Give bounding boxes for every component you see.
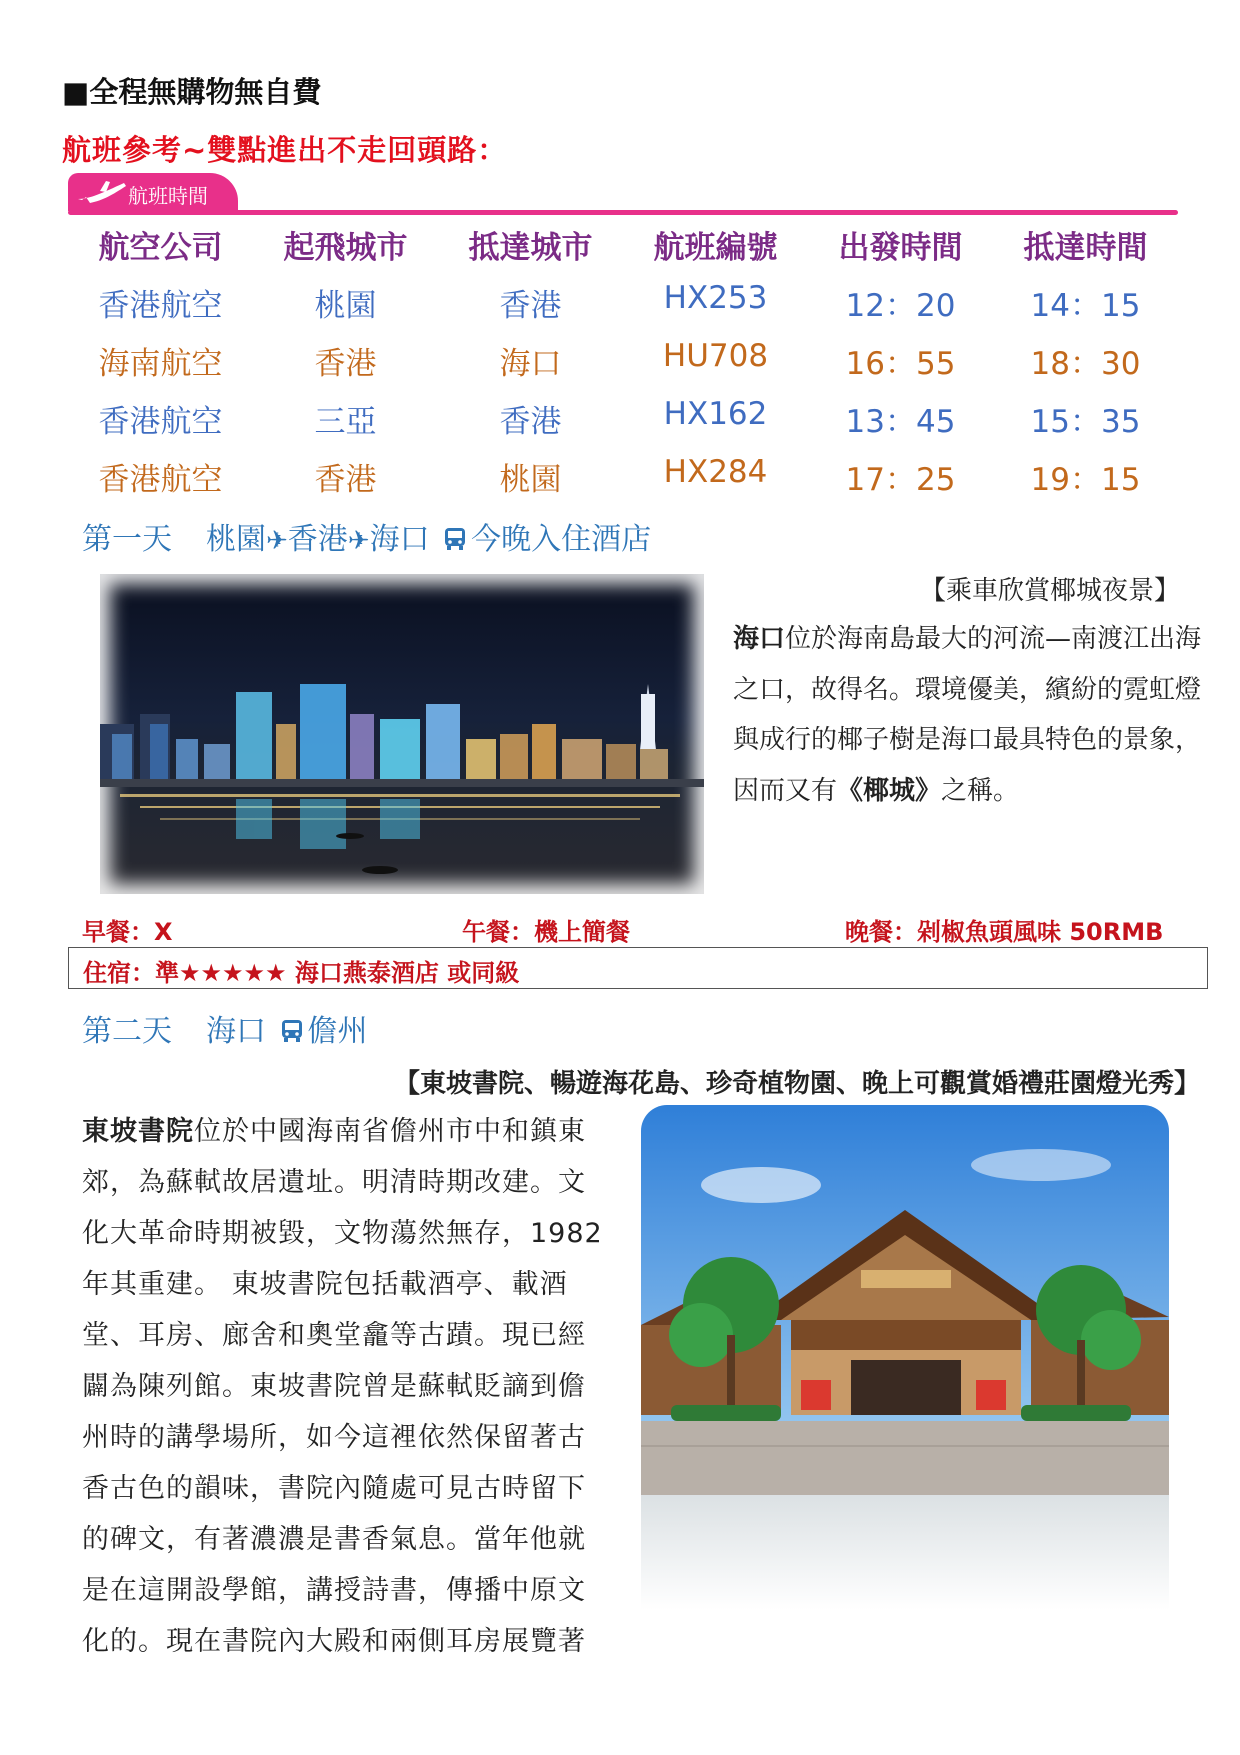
flight-from: 三亞 (314, 404, 377, 440)
dongpo-academy-description (82, 1106, 612, 1667)
day1-label: 第一天 (82, 522, 172, 557)
flight-row (68, 280, 1178, 330)
flight-depart: 16：55 (845, 346, 956, 382)
photo-reflection (641, 1495, 1169, 1610)
day1-route-stop: 香港 (287, 522, 348, 557)
haikou-night-skyline-photo (100, 574, 704, 894)
dongpo-desc-text: 位於中國海南省儋州市中和鎮東郊，為蘇軾故居遺址。明清時期改建。文化大革命時期被毀，文物蕩然無存，1982年其重建。 東坡書院包括載酒亭、載酒堂、耳房、廊舍和奧堂龕等古蹟。現已經闢為陳列館。東坡書院曾是蘇軾貶謫到儋州時的講學場所，如今這裡依然保留著古香古色的韻味，書院內隨處可見古時留下的碑文，有著濃濃是書香氣息。當年他就是在這開設學館，講授詩書，傳播中原文化的。現在書院內大殿和兩側耳房展覽著 (82, 1116, 603, 1657)
flight-airline: 海南航空 (98, 346, 223, 382)
flight-airline: 香港航空 (98, 404, 223, 440)
coconut-city-name: 《椰城》 (837, 775, 942, 806)
resort-gate-photo (641, 1105, 1169, 1495)
breakfast-label: 早餐：X (82, 918, 173, 946)
flight-reference-heading: 航班參考~雙點進出不走回頭路： (62, 133, 508, 167)
flight-arrive: 14：15 (1030, 288, 1141, 324)
header-arrive-time: 抵達時間 (1023, 230, 1148, 266)
banner-label: 航班時間 (128, 184, 208, 208)
day1-note: 【乘車欣賞椰城夜景】 (920, 576, 1181, 606)
flight-time-banner (68, 173, 1178, 219)
flight-row (68, 454, 1178, 504)
day2-attractions: 【東坡書院、暢遊海花島、珍奇植物園、晚上可觀賞婚禮莊園燈光秀】 (393, 1069, 1200, 1099)
flight-number: HX162 (663, 396, 768, 432)
flight-depart: 17：25 (845, 462, 956, 498)
flight-to: 海口 (499, 346, 562, 382)
no-shopping-note: ■全程無購物無自費 (62, 75, 322, 109)
flight-depart: 12：20 (845, 288, 956, 324)
haikou-desc-text: 位於海南島最大的河流—南渡江出海之口，故得名。環境優美，繽紛的霓虹燈與成行的椰子樹是海口最具特色的景象，因而又有 (733, 624, 1202, 806)
flight-from: 香港 (314, 462, 377, 498)
haikou-desc-end: 之稱。 (941, 775, 1020, 806)
flight-from: 香港 (314, 346, 377, 382)
day2-route-stop: 海口 (206, 1014, 266, 1049)
dongpo-academy-name: 東坡書院 (82, 1116, 194, 1147)
plane-arrow-icon: ✈ (347, 526, 370, 556)
haikou-name: 海口 (733, 624, 786, 654)
flight-number: HX253 (663, 280, 768, 316)
flight-number: HX284 (663, 454, 768, 490)
flight-number: HU708 (662, 338, 769, 374)
flight-arrive: 18：30 (1030, 346, 1141, 382)
flight-row (68, 396, 1178, 446)
flight-depart: 13：45 (845, 404, 956, 440)
flight-table-header (68, 222, 1178, 272)
flight-arrive: 19：15 (1030, 462, 1141, 498)
day1-route-stop: 海口 (369, 522, 430, 557)
banner-tab (68, 173, 238, 211)
header-arrive-city: 抵達城市 (468, 230, 593, 266)
header-depart-time: 出發時間 (838, 230, 963, 266)
lunch-label: 午餐：機上簡餐 (462, 918, 630, 946)
day2-label: 第二天 (82, 1014, 172, 1049)
flight-airline: 香港航空 (98, 462, 223, 498)
day2-route-stop: 儋州 (307, 1014, 368, 1049)
day1-title (82, 514, 651, 558)
flight-to: 香港 (499, 288, 562, 324)
day1-route-stop: 桃園 (206, 522, 266, 557)
flight-from: 桃園 (314, 288, 377, 324)
flight-arrive: 15：35 (1030, 404, 1141, 440)
day2-title (82, 1006, 368, 1050)
header-airline: 航空公司 (98, 230, 223, 266)
flight-to: 桃園 (499, 462, 562, 498)
accommodation-text: 住宿：準★★★★★ 海口燕泰酒店 或同級 (83, 959, 520, 987)
plane-arrow-icon: ✈ (266, 526, 288, 556)
flight-row (68, 338, 1178, 388)
day1-route-stop: 今晚入住酒店 (471, 522, 652, 557)
airplane-icon (76, 179, 128, 205)
bus-icon (443, 526, 467, 552)
dinner-label: 晚餐：剁椒魚頭風味 50RMB (845, 918, 1164, 946)
accommodation-box (68, 947, 1208, 989)
flight-airline: 香港航空 (98, 288, 223, 324)
flight-to: 香港 (499, 404, 562, 440)
bus-icon (280, 1018, 304, 1044)
header-depart-city: 起飛城市 (283, 230, 408, 266)
header-flight-no: 航班編號 (653, 230, 778, 266)
haikou-description (733, 614, 1203, 816)
